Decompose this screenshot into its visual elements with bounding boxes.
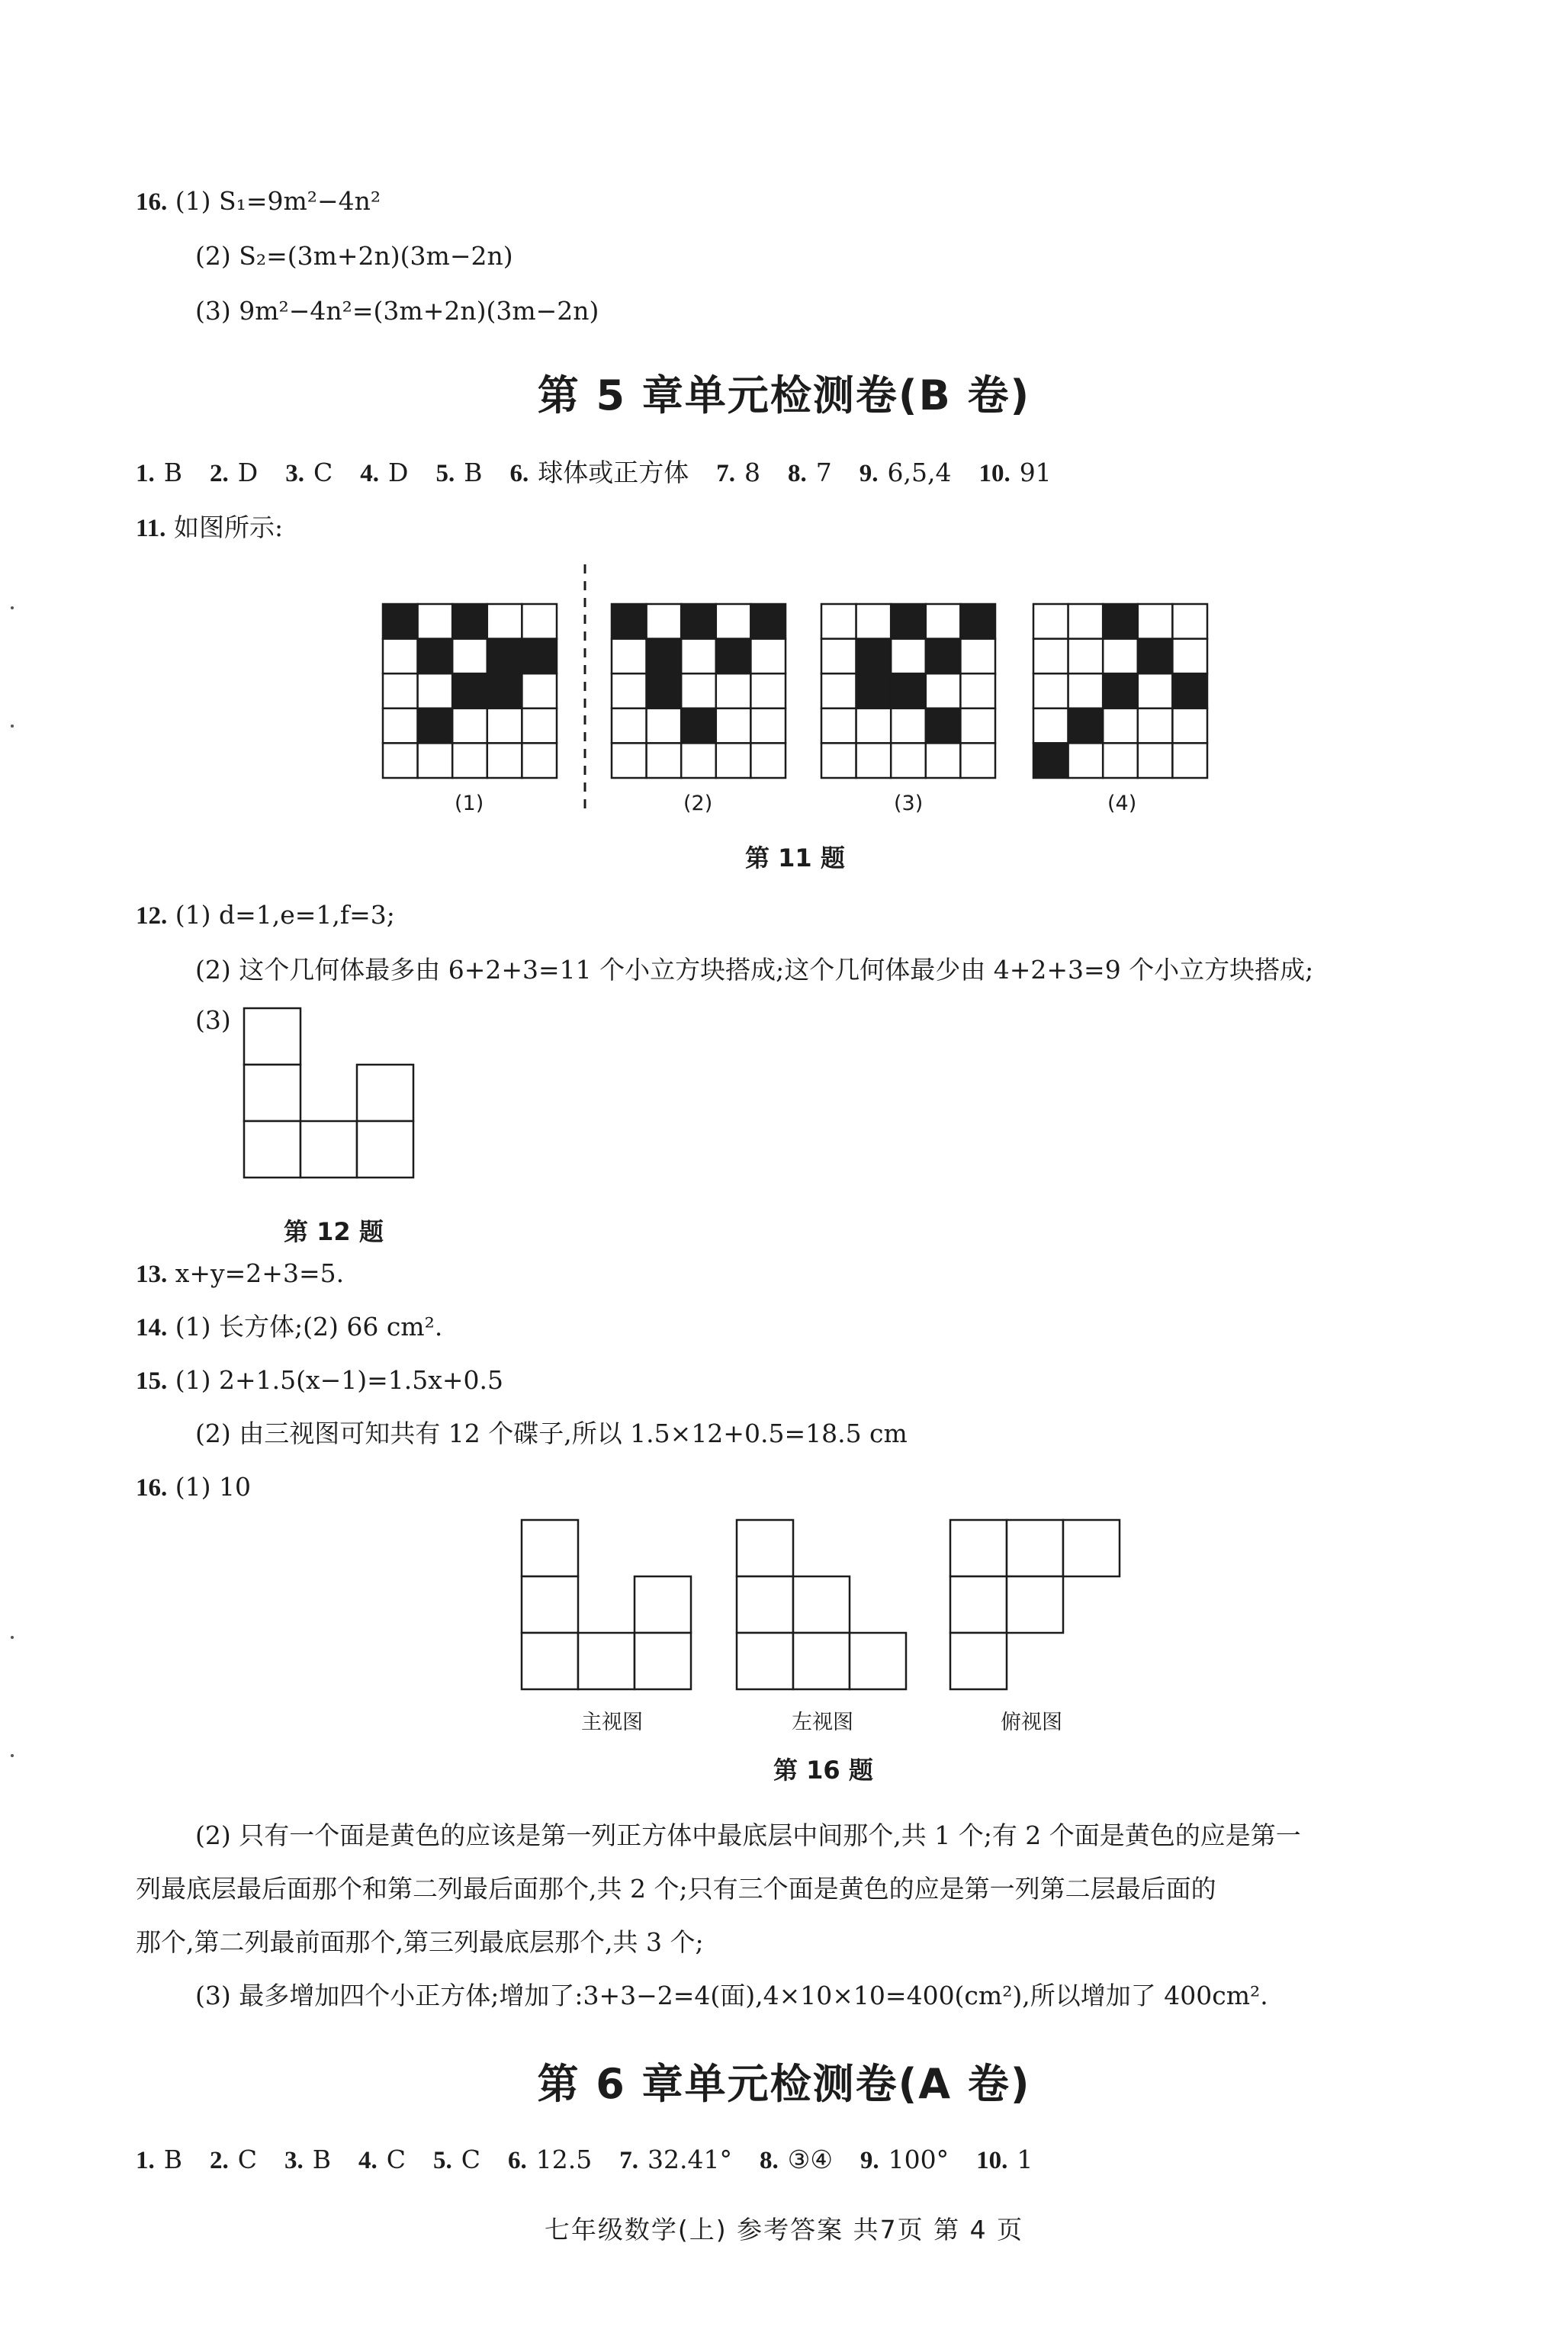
q15-part2: (2) 由三视图可知共有 12 个碟子,所以 1.5×12+0.5=18.5 cm	[195, 1419, 908, 1448]
grid-cell	[452, 743, 487, 778]
grid-cell	[383, 639, 418, 674]
grid-cell	[1103, 639, 1138, 674]
grid-cell	[750, 673, 786, 709]
q16-top-part3: (3) 9m²−4n²=(3m+2n)(3m−2n)	[195, 296, 599, 326]
answer-number: 2.	[210, 2147, 229, 2174]
grid-cell	[926, 709, 961, 744]
answer-value: 100°	[888, 2145, 949, 2174]
grid-cell	[716, 709, 751, 744]
grid-cell	[960, 639, 995, 674]
grid-cell	[821, 743, 856, 778]
answer-number: 6.	[509, 460, 529, 487]
answer-value: 32.41°	[647, 2145, 732, 2174]
grid-cell	[1138, 604, 1173, 639]
grid-cell	[487, 639, 522, 674]
grid-cell	[1033, 709, 1068, 744]
grid-cell	[647, 604, 682, 639]
grid-cell	[891, 604, 926, 639]
grid-cell	[891, 709, 926, 744]
answer-value: 7	[815, 458, 832, 487]
answer-number: 4.	[360, 460, 379, 487]
answer-number: 1.	[136, 2147, 155, 2174]
grid-cell	[647, 743, 682, 778]
grid-cell	[856, 639, 892, 674]
view-label-front: 主视图	[581, 1711, 643, 1734]
q16-top-part2: (2) S₂=(3m+2n)(3m−2n)	[195, 241, 513, 271]
grid-cell	[383, 743, 418, 778]
grid-cell	[383, 709, 418, 744]
grid-cell	[452, 604, 487, 639]
answer-number: 7.	[716, 460, 735, 487]
grid-cell	[1068, 604, 1104, 639]
q12-view-cell	[357, 1065, 413, 1121]
grid-cell	[856, 673, 892, 709]
q16-part1	[136, 1470, 251, 1505]
grid-cell	[612, 743, 647, 778]
q12-view-cell	[300, 1121, 357, 1178]
grid-cell	[1068, 743, 1104, 778]
answer-value: C	[461, 2145, 481, 2174]
grid-cell	[1138, 743, 1173, 778]
q16-part3: (3) 最多增加四个小正方体;增加了:3+3−2=4(面),4×10×10=400(cm²),所以增加了 400cm².	[195, 1981, 1268, 2010]
answer-number: 5.	[433, 2147, 452, 2174]
grid-cell	[960, 673, 995, 709]
grid-cell	[522, 604, 557, 639]
grid-label-4: (4)	[1107, 792, 1137, 815]
answer-value: 球体或正方体	[538, 458, 689, 487]
grid-cell	[1138, 709, 1173, 744]
grid-cell	[821, 709, 856, 744]
grid-cell	[522, 673, 557, 709]
grid-cell	[821, 604, 856, 639]
grid-cell	[891, 673, 926, 709]
grid-cell	[926, 743, 961, 778]
answer-number: 9.	[860, 2147, 879, 2174]
answer-item	[976, 2143, 1033, 2177]
grid-cell	[487, 743, 522, 778]
section-heading-a: 第 6 章单元检测卷(A 卷)	[537, 2060, 1031, 2108]
page-footer: 七年级数学(上) 参考答案 共7页 第 4 页	[544, 2215, 1024, 2244]
figure-caption-12: 第 12 题	[284, 1217, 384, 1246]
grid-cell	[750, 639, 786, 674]
answer-number: 8.	[760, 2147, 779, 2174]
grid-cell	[681, 604, 716, 639]
grid-cell	[612, 639, 647, 674]
q16-view-cell	[522, 1576, 578, 1633]
q12-part2: (2) 这个几何体最多由 6+2+3=11 个小立方块搭成;这个几何体最少由 4+2+3=9 个小立方块搭成;	[195, 955, 1314, 985]
answer-value: 91	[1019, 458, 1052, 487]
answer-item	[210, 2143, 257, 2177]
grid-cell	[1033, 673, 1068, 709]
grid-cell	[856, 743, 892, 778]
answer-number: 5.	[435, 460, 455, 487]
answer-value: B	[163, 2145, 183, 2174]
grid-cell	[750, 709, 786, 744]
grid-cell	[1103, 743, 1138, 778]
grid-cell	[681, 639, 716, 674]
grid-cell	[1103, 604, 1138, 639]
grid-cell	[1033, 639, 1068, 674]
answers-row-a	[136, 2143, 1060, 2177]
answer-text: (1) d=1,e=1,f=3;	[175, 900, 395, 930]
q16-view-cell	[850, 1633, 906, 1689]
grid-cell	[716, 639, 751, 674]
q16-view-cell	[635, 1576, 691, 1633]
grid-cell	[750, 743, 786, 778]
q12-part3: (3)	[195, 1005, 231, 1035]
answer-value: C	[237, 2145, 258, 2174]
q15-part1	[136, 1364, 503, 1398]
grid-cell	[891, 639, 926, 674]
q16-view-cell	[737, 1576, 793, 1633]
grid-cell	[522, 709, 557, 744]
grid-cell	[681, 673, 716, 709]
grid-cell	[452, 709, 487, 744]
grid-cell	[856, 709, 892, 744]
answer-text: x+y=2+3=5.	[175, 1258, 345, 1288]
grid-cell	[487, 709, 522, 744]
q16-part2-line3: 那个,第二列最前面那个,第三列最底层那个,共 3 个;	[136, 1927, 704, 1957]
grid-cell	[1138, 673, 1173, 709]
answer-text: (1) 长方体;(2) 66 cm².	[175, 1312, 443, 1342]
grid-cell	[926, 604, 961, 639]
answer-number: 3.	[285, 460, 304, 487]
grid-cell	[383, 673, 418, 709]
grid-label-3: (3)	[894, 792, 924, 815]
grid-cell	[418, 743, 453, 778]
grid-cell	[1172, 673, 1207, 709]
q16-part2-line1: (2) 只有一个面是黄色的应该是第一列正方体中最底层中间那个,共 1 个;有 2 个面是黄色的应是第一	[195, 1820, 1301, 1850]
grid-cell	[1172, 604, 1207, 639]
answer-text: (1) 2+1.5(x−1)=1.5x+0.5	[175, 1365, 503, 1395]
answer-number: 9.	[859, 460, 879, 487]
grid-label-1: (1)	[455, 792, 484, 815]
grid-cell	[647, 673, 682, 709]
q16-view-cell	[522, 1633, 578, 1689]
figure-caption-11: 第 11 题	[745, 843, 845, 872]
grid-cell	[1068, 639, 1104, 674]
answer-value: D	[387, 458, 409, 487]
grid-cell	[522, 639, 557, 674]
q16-view-cell	[1007, 1576, 1063, 1633]
grid-cell	[1033, 743, 1068, 778]
q16-part2-line2: 列最底层最后面那个和第二列最后面那个,共 2 个;只有三个面是黄色的应是第一列第二层最后面的	[136, 1874, 1216, 1904]
grid-cell	[1172, 709, 1207, 744]
grid-cell	[487, 604, 522, 639]
grid-cell	[612, 604, 647, 639]
grid-cell	[856, 604, 892, 639]
q16-view-cell	[1007, 1520, 1063, 1576]
q16-view-cell	[1063, 1520, 1120, 1576]
grid-cell	[681, 743, 716, 778]
grid-cell	[522, 743, 557, 778]
grid-cell	[960, 604, 995, 639]
grid-cell	[891, 743, 926, 778]
answer-number: 2.	[210, 460, 229, 487]
q12-part1	[136, 898, 395, 933]
grid-cell	[1172, 743, 1207, 778]
answer-item	[433, 2143, 480, 2177]
grid-cell	[1033, 604, 1068, 639]
answer-text: 如图所示:	[173, 513, 284, 542]
grid-cell	[1172, 639, 1207, 674]
grid-cell	[418, 639, 453, 674]
q16-view-cell	[578, 1633, 635, 1689]
grid-cell	[1103, 673, 1138, 709]
question-number: 16.	[136, 1474, 168, 1502]
question-number: 16.	[136, 188, 168, 216]
answer-number: 1.	[136, 460, 155, 487]
q16-view-cell	[737, 1520, 793, 1576]
grid-cell	[716, 673, 751, 709]
answer-value: B	[312, 2145, 332, 2174]
q12-view-cell	[244, 1008, 300, 1065]
q16-view-cell	[737, 1633, 793, 1689]
answer-number: 8.	[787, 460, 807, 487]
answer-value: ③④	[787, 2145, 833, 2174]
question-number: 14.	[136, 1314, 168, 1342]
answer-item	[284, 2143, 331, 2177]
q16-view-cell	[950, 1576, 1007, 1633]
answer-number: 7.	[619, 2147, 639, 2174]
answer-item	[358, 2143, 406, 2177]
q16-view-cell	[793, 1633, 850, 1689]
grid-cell	[647, 639, 682, 674]
question-number: 15.	[136, 1367, 168, 1395]
figure-caption-16: 第 16 题	[773, 1756, 873, 1785]
grid-cell	[487, 673, 522, 709]
grid-cell	[383, 604, 418, 639]
answer-number: 4.	[358, 2147, 378, 2174]
q13-line	[136, 1257, 344, 1291]
grid-cell	[1103, 709, 1138, 744]
answer-value: 1	[1017, 2145, 1033, 2174]
grid-cell	[716, 743, 751, 778]
answer-text: (1) 10	[175, 1472, 251, 1502]
answer-number: 6.	[508, 2147, 527, 2174]
grid-cell	[1138, 639, 1173, 674]
answer-value: B	[163, 458, 183, 487]
grid-cell	[821, 639, 856, 674]
grid-cell	[418, 673, 453, 709]
question-number: 13.	[136, 1261, 168, 1288]
q14-line	[136, 1310, 442, 1345]
answer-item	[136, 2143, 182, 2177]
answer-number: 10.	[978, 460, 1011, 487]
grid-cell	[926, 639, 961, 674]
grid-cell	[821, 673, 856, 709]
grid-cell	[612, 673, 647, 709]
grid-cell	[418, 709, 453, 744]
grid-cell	[647, 709, 682, 744]
grid-cell	[452, 673, 487, 709]
q16-view-cell	[950, 1520, 1007, 1576]
grid-cell	[681, 709, 716, 744]
answer-item	[760, 2143, 833, 2177]
grid-cell	[926, 673, 961, 709]
view-label-top: 俯视图	[1001, 1711, 1062, 1734]
grid-label-2: (2)	[683, 792, 713, 815]
grid-cell	[612, 709, 647, 744]
grid-cell	[452, 639, 487, 674]
grid-cell	[960, 743, 995, 778]
q16-view-cell	[950, 1633, 1007, 1689]
section-heading-b: 第 5 章单元检测卷(B 卷)	[537, 371, 1031, 419]
answer-number: 3.	[284, 2147, 304, 2174]
question-number: 12.	[136, 902, 168, 930]
answer-value: D	[237, 458, 259, 487]
answer-item	[860, 2143, 949, 2177]
answer-number: 10.	[976, 2147, 1008, 2174]
answer-item	[619, 2143, 732, 2177]
answer-value: C	[386, 2145, 406, 2174]
question-number: 11.	[136, 515, 166, 542]
answer-text: (1) S₁=9m²−4n²	[175, 186, 381, 216]
answer-value: 12.5	[535, 2145, 593, 2174]
answer-value: 8	[744, 458, 760, 487]
answer-value: 6,5,4	[887, 458, 952, 487]
grid-cell	[750, 604, 786, 639]
answer-value: C	[313, 458, 333, 487]
grid-cell	[960, 709, 995, 744]
grid-cell	[418, 604, 453, 639]
q12-view-cell	[244, 1121, 300, 1178]
grid-cell	[1068, 709, 1104, 744]
q16-view-cell	[522, 1520, 578, 1576]
view-label-left: 左视图	[792, 1711, 853, 1734]
answer-item	[508, 2143, 592, 2177]
q16-view-cell	[635, 1633, 691, 1689]
answer-value: B	[464, 458, 483, 487]
q12-view-cell	[244, 1065, 300, 1121]
q16-view-cell	[793, 1576, 850, 1633]
q12-view-cell	[357, 1121, 413, 1178]
grid-cell	[1068, 673, 1104, 709]
grid-cell	[716, 604, 751, 639]
